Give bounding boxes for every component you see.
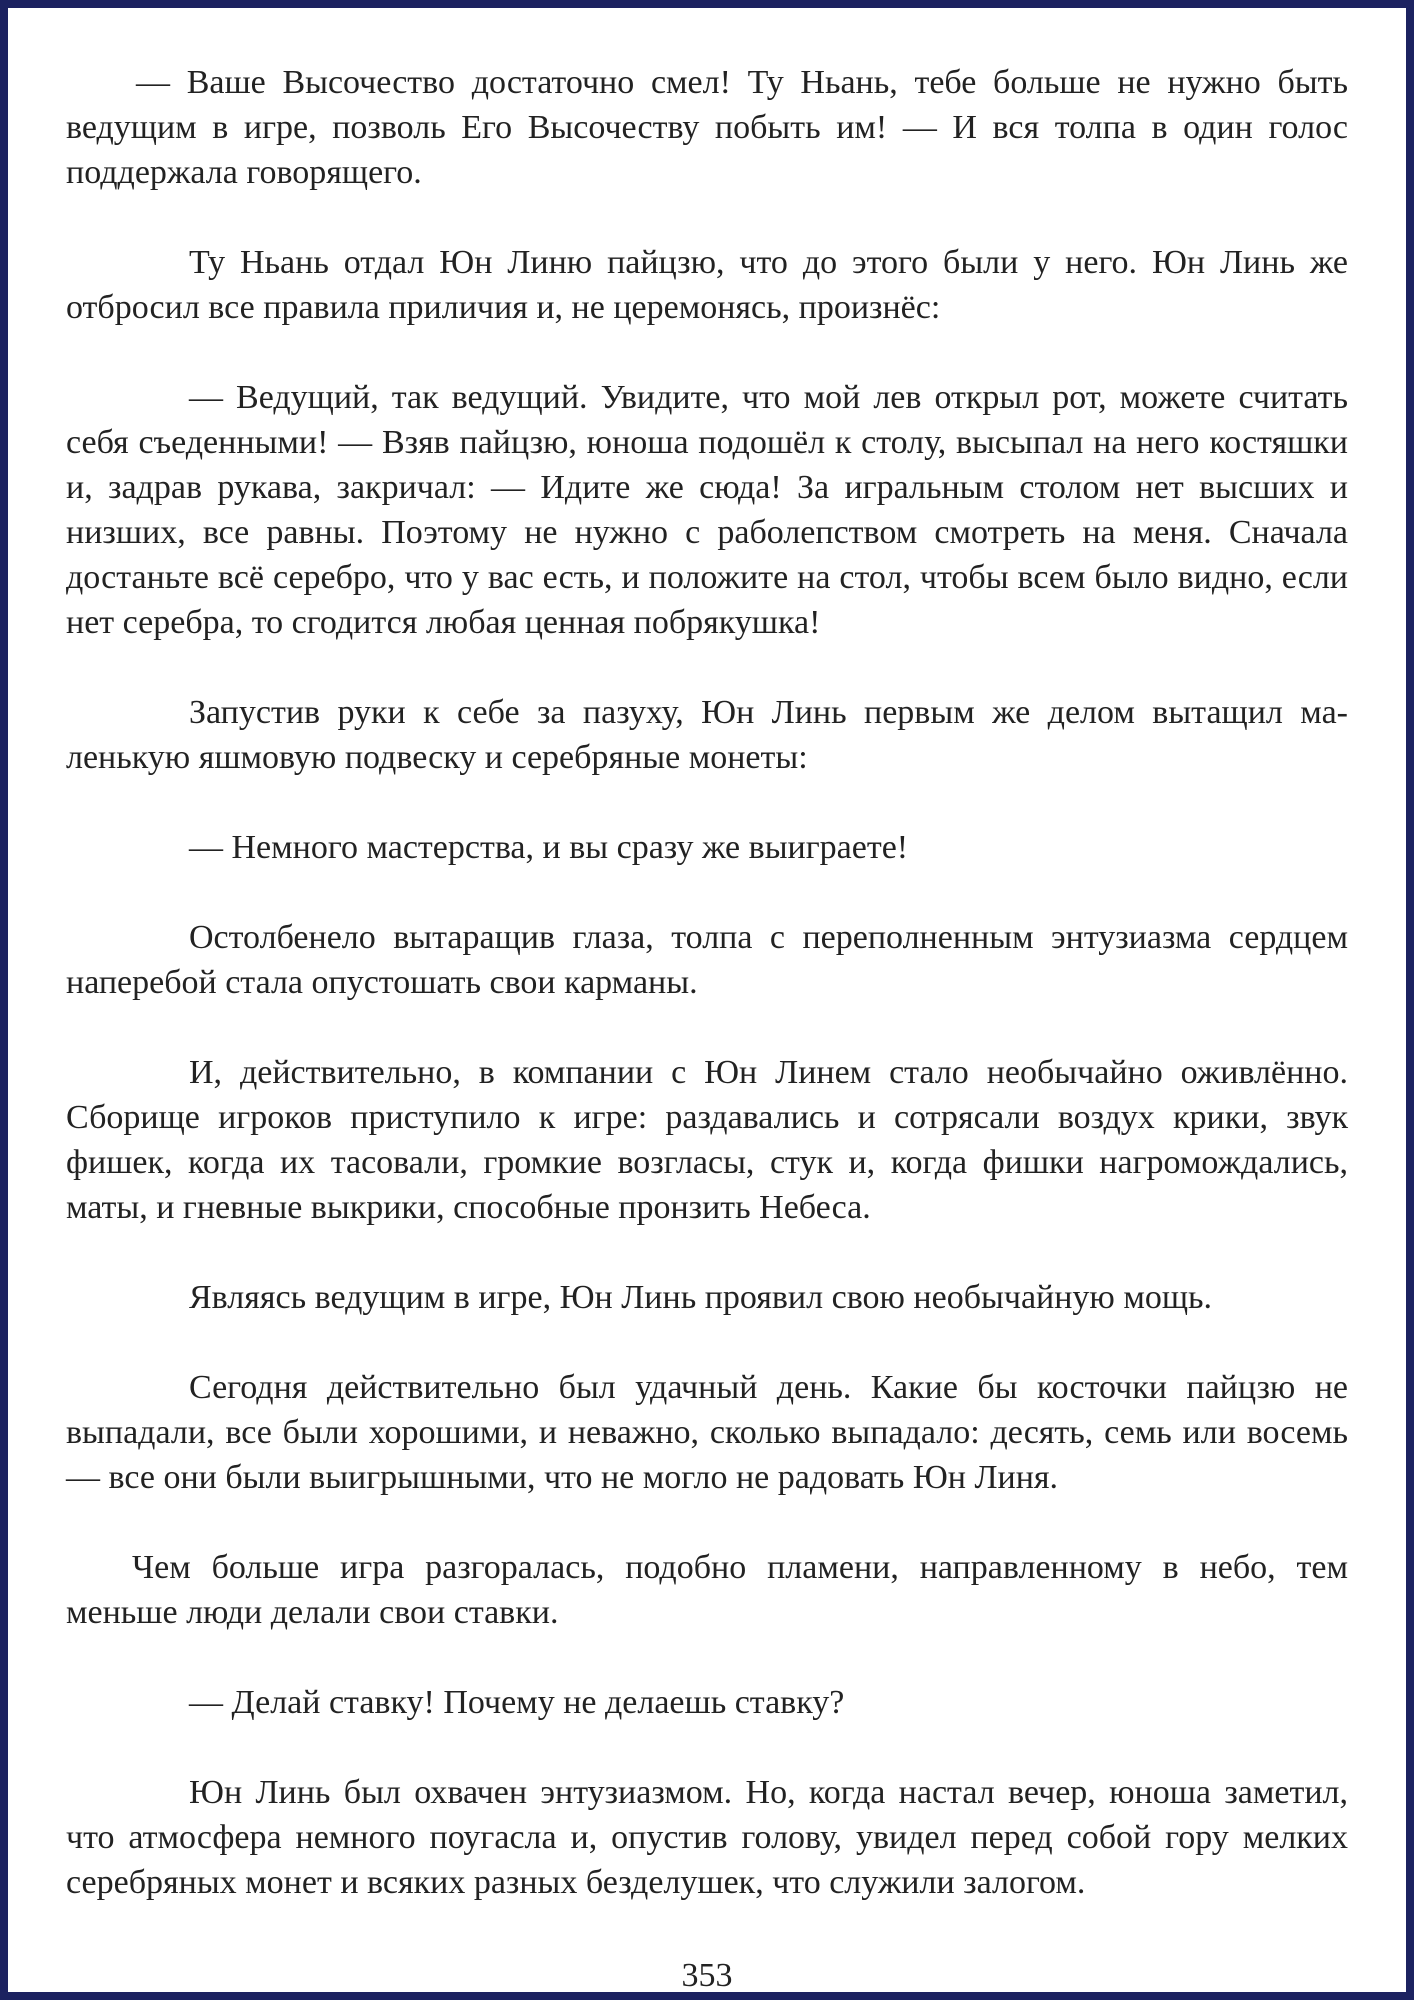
paragraph: Ту Ньань отдал Юн Линю пайцзю, что до этого были у него. Юн Линь же отбросил все правила приличия и, не церемонясь, произнёс: bbox=[66, 244, 1348, 326]
paragraph: — Делай ставку! Почему не делаешь ставку? bbox=[189, 1684, 845, 1721]
paragraph: — Ведущий, так ведущий. Увидите, что мой лев открыл рот, можете считать себя съеденными! — Взяв пайцзю, юноша подошёл к столу, высыпал на него костяшки и, задрав рукава, закричал: — Идите же сюда! За игральным столом нет высших и низших, все равны. Поэтому не нужно с раболепством смотреть на меня. Сначала достаньте всё серебро, что у вас есть, и положите на стол, чтобы всем было видно, если нет серебра, то сгодится любая ценная побрякушка! bbox=[66, 379, 1348, 641]
paragraph: — Немного мастерства, и вы сразу же выиграете! bbox=[189, 829, 909, 866]
paragraph: Юн Линь был охвачен энтузиазмом. Но, когда настал вечер, юноша заметил, что атмосфера немного поугасла и, опустив голову, увидел перед собой гору мелких серебряных монет и всяких разных безделушек, что служили залогом. bbox=[66, 1774, 1348, 1901]
paragraph: Остолбенело вытаращив глаза, толпа с переполненным энтузиазма сердцем наперебой стала опустошать свои карманы. bbox=[66, 919, 1348, 1001]
paragraph: Сегодня действительно был удачный день. Какие бы косточки пайцзю не выпадали, все были хорошими, и неважно, сколько выпадало: десять, семь или восемь — все они были выигрышными, что не могло не радовать Юн Линя. bbox=[66, 1369, 1348, 1496]
paragraph: Чем больше игра разгоралась, подобно пламени, направленному в небо, тем меньше люди делали свои ставки. bbox=[66, 1549, 1348, 1631]
paragraph: И, действительно, в компании с Юн Линем стало необычайно оживлённо. Сборище игроков приступило к игре: раздавались и сотрясали воздух крики, звук фишек, когда их тасовали, громкие возгласы, стук и, когда фишки нагромождались, маты, и гневные выкрики, способные пронзить Небеса. bbox=[66, 1054, 1348, 1226]
paragraph: Запустив руки к себе за пазуху, Юн Линь первым же делом вытащил маленькую яшмовую подвеску и серебряные монеты: bbox=[66, 694, 1348, 776]
paragraph: — Ваше Высочество достаточно смел! Ту Ньань, тебе больше не нужно быть ведущим в игре, позволь Его Высочеству побыть им! — И вся толпа в один голос поддержала говорящего. bbox=[66, 64, 1348, 191]
paragraph: Являясь ведущим в игре, Юн Линь проявил свою необычайную мощь. bbox=[189, 1279, 1213, 1316]
page-text bbox=[66, 60, 1348, 1905]
page-number: 353 bbox=[681, 1957, 733, 1994]
